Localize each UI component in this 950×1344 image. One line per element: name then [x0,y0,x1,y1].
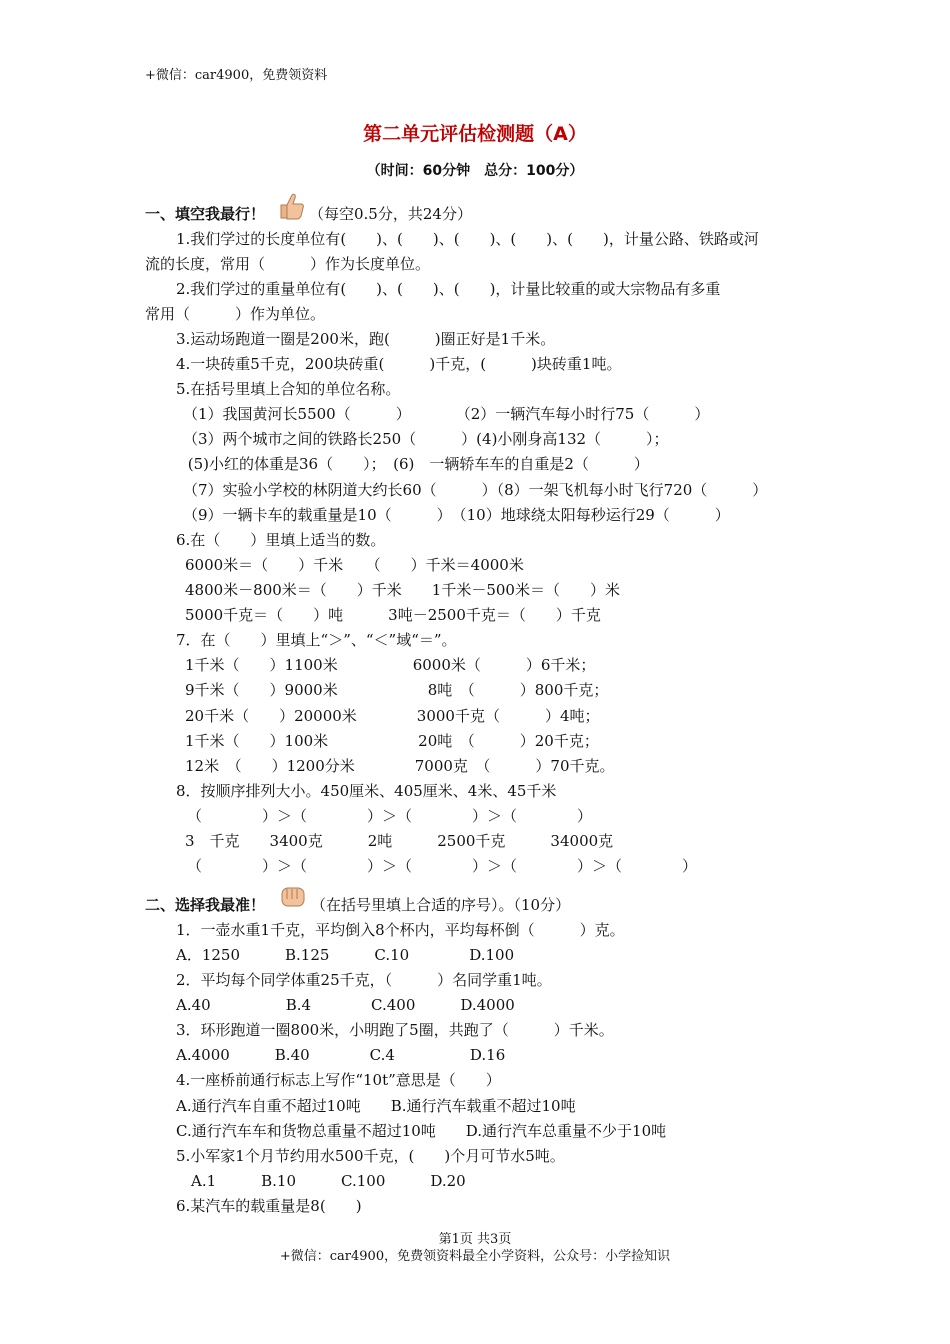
s1-line: 1.我们学过的长度单位有( )、( )、( )、( )、( )，计量公路、铁路或河 [176,230,759,248]
section1-note: （每空0.5分，共24分） [309,205,472,223]
s1-line: 流的长度，常用（ ）作为长度单位。 [145,255,431,273]
s1-line: 1千米（ ）1100米 6000米（ ）6千米； [185,656,596,674]
s1-line: (5)小红的体重是36（ ）； (6) 一辆轿车车的自重是2（ ） [183,455,649,473]
page-subtitle: （时间：60分钟 总分：100分） [366,163,584,179]
s2-line: A.4000 B.40 C.4 D.16 [176,1046,506,1064]
s1-line: （7）实验小学校的林阴道大约长60（ ）（8）一架飞机每小时飞行720（ ） [183,481,768,499]
s1-line: 6000米＝（ ）千米 （ ）千米＝4000米 [185,556,524,574]
s1-line: 7．在（ ）里填上“＞”、“＜”域“＝”。 [176,631,457,649]
section2-note: （在括号里填上合适的序号）。（10分） [311,896,571,914]
s1-line: （9）一辆卡车的载重量是10（ ） （10）地球绕太阳每秒运行29（ ） [183,506,730,524]
s1-line: （1）我国黄河长5500（ ） （2）一辆汽车每小时行75（ ） [183,405,710,423]
s2-line: 2．平均每个同学体重25千克，（ ）名同学重1吨。 [176,971,552,989]
s1-line: 4.一块砖重5千克，200块砖重( )千克，( )块砖重1吨。 [176,355,622,373]
top-watermark: +微信：car4900，免费领资料 [145,68,328,83]
s2-line: A.1 B.10 C.100 D.20 [176,1172,466,1190]
s1-line: 8．按顺序排列大小。450厘米、405厘米、4米、45千米 [176,782,557,800]
fist-icon [278,882,308,910]
s2-line: 1．一壶水重1千克，平均倒入8个杯内，平均每杯倒（ ）克。 [176,921,625,939]
s1-line: （ ）＞（ ）＞（ ）＞（ ）＞（ ） [187,857,698,875]
page-number: 第1页 共3页 [438,1232,512,1247]
s1-line: 3.运动场跑道一圈是200米，跑( )圈正好是1千米。 [176,330,556,348]
s1-line: 常用（ ）作为单位。 [145,305,326,323]
s2-line: A.通行汽车自重不超过10吨 B.通行汽车载重不超过10吨 [176,1097,576,1115]
s1-line: 12米 （ ）1200分米 7000克 （ ）70千克。 [185,757,615,775]
s1-line: 5.在括号里填上合知的单位名称。 [176,380,401,398]
section1-heading: 一、填空我最行！ [145,205,266,223]
thumbs-up-icon [277,192,307,220]
s2-line: A.40 B.4 C.400 D.4000 [176,996,515,1014]
s2-line: 5.小军家1个月节约用水500千克，( )个月可节水5吨。 [176,1147,565,1165]
s2-line: 3．环形跑道一圈800米，小明跑了5圈，共跑了（ ）千米。 [176,1021,614,1039]
s2-line: A．1250 B.125 C.10 D.100 [176,946,515,964]
s1-line: 5000千克＝（ ）吨 3吨－2500千克＝（ ）千克 [185,606,601,624]
s1-line: 20千米（ ）20000米 3000千克（ ）4吨； [185,707,600,725]
s1-line: 3 千克 3400克 2吨 2500千克 34000克 [185,832,614,850]
s1-line: 9千米（ ）9000米 8吨 （ ）800千克； [185,681,609,699]
s1-line: （3）两个城市之间的铁路长250（ ）(4)小刚身高132（ ）； [183,430,669,448]
s1-line: 1千米（ ）100米 20吨 （ ）20千克； [185,732,599,750]
s1-line: 6.在（ ）里填上适当的数。 [176,531,386,549]
section2-heading: 二、选择我最准！ [145,896,266,914]
s1-line: 2.我们学过的重量单位有( )、( )、( )，计量比较重的或大宗物品有多重 [176,280,721,298]
s2-line: 6.某汽车的载重量是8( ) [176,1197,362,1215]
s1-line: （ ）＞（ ）＞（ ）＞（ ） [187,807,593,825]
page-title: 第二单元评估检测题（A） [363,123,587,145]
s1-line: 4800米－800米＝（ ）千米 1千米－500米＝（ ）米 [185,581,620,599]
s2-line: C.通行汽车车和货物总重量不超过10吨 D.通行汽车总重量不少于10吨 [176,1122,667,1140]
s2-line: 4.一座桥前通行标志上写作“10t”意思是（ ） [176,1071,501,1089]
bottom-watermark: +微信：car4900，免费领资料最全小学资料，公众号：小学捡知识 [279,1249,671,1264]
